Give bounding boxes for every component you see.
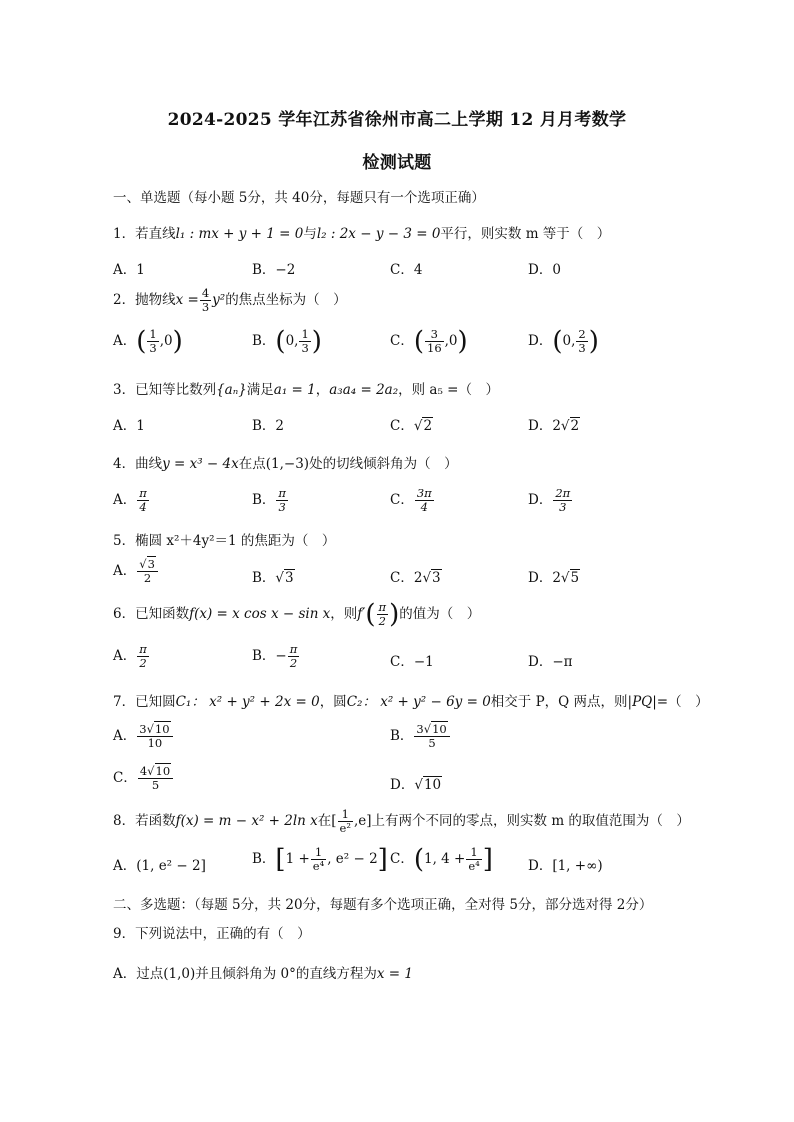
q8-b-head: 1 + [285, 851, 310, 868]
q8-d-value: [1, +∞) [552, 858, 603, 874]
q3-condition-1: a₁ = 1 [273, 382, 316, 398]
q3-tail: ，则 a₅ =（ ） [398, 382, 499, 398]
q6-frac-num: π [378, 600, 387, 614]
q7-b-radicand: 10 [432, 722, 447, 736]
q2-eq-right: y² [212, 292, 226, 309]
q4-d-num: 2π [555, 486, 571, 500]
q8-a-label: A． [113, 858, 137, 874]
q4-c-den: 4 [420, 500, 428, 515]
q5-b-radicand: 3 [285, 570, 294, 586]
q8-interval-open: [ [331, 813, 337, 830]
q6-tail: 的值为（ ） [399, 606, 481, 623]
q7-option-c: C． $\frac{4√10}{5}$ [113, 765, 174, 792]
q2-c-label: C． [390, 333, 414, 350]
q3-d-coef: 2 [552, 418, 561, 434]
q2-option-c: C．( $\frac{3}{16}$ ,0) [390, 326, 468, 357]
section-multiple-choice: 二、多选题：（每题 5分，共 20分，每题有多个选项正确，全对得 5分，部分选对得 2分） [113, 897, 653, 913]
q1-option-c: C．4 [390, 262, 423, 278]
q7-a-den: 10 [147, 736, 163, 751]
q4-a-den: 4 [139, 500, 147, 515]
q6-frac-den: 2 [378, 614, 386, 629]
q2-d-head: 0, [562, 333, 576, 350]
q2-b-num: 1 [301, 327, 309, 341]
q8-option-a [113, 854, 206, 874]
q9-option-a [113, 962, 413, 982]
q6-a-den: 2 [139, 656, 147, 671]
q4-b-den: 3 [278, 500, 286, 515]
q8-c-num: 1 [466, 846, 481, 860]
q3-prefix: 3．已知等比数列 [113, 382, 217, 398]
q4-d-den: 3 [559, 500, 567, 515]
q1-prefix: 1．若直线 [113, 226, 176, 242]
q6-a-label: A． [113, 648, 137, 665]
question-4 [113, 452, 458, 472]
q5-b-label: B． [252, 570, 276, 586]
q5-a-label: A． [113, 563, 137, 580]
q6-b-label: B． [252, 648, 276, 665]
question-5: 5．椭圆 x²＋4y²＝1 的焦距为（ ） [113, 533, 336, 549]
q7-a-coef: 3 [139, 722, 147, 736]
q8-b-num: 1 [311, 846, 326, 860]
q2-b-head: 0, [285, 333, 299, 350]
q5-a-den: 2 [143, 571, 152, 586]
q7-option-a: A． $\frac{3√10}{10}$ [113, 723, 174, 750]
q6-option-b [252, 643, 300, 670]
q2-d-num: 2 [578, 327, 586, 341]
q3-sequence: {aₙ} [216, 382, 247, 398]
q2-fraction [200, 287, 211, 314]
q7-circle-1-equation: ： x² + y² + 2x = 0 [191, 694, 320, 710]
q1-option-b: B．−2 [252, 262, 296, 278]
q5-option-a: A． $\frac{√3}{2}$ [113, 558, 159, 585]
q7-tail-2: （ ） [668, 694, 709, 710]
q4-b-num: π [278, 486, 286, 500]
question-1 [113, 222, 610, 242]
q5-c-label: C． [390, 570, 414, 586]
q2-frac-num: 4 [201, 286, 210, 300]
q8-b-tail: , e² − 2 [327, 851, 378, 868]
q4-option-d [528, 487, 573, 514]
q7-circle-1-name: C₁ [175, 694, 192, 710]
q4-option-b [252, 487, 289, 514]
q2-a-label: A． [113, 333, 137, 350]
q8-connector: 在 [317, 813, 332, 830]
q3-option-c: C．√2 [390, 418, 433, 434]
q3-d-label: D． [528, 418, 553, 434]
q8-interval-close: ,e] [353, 813, 372, 830]
q5-option-b: B．√3 [252, 570, 294, 586]
q7-option-d: D．√10 [390, 777, 442, 793]
section-single-choice: 一、单选题（每小题 5分，共 40分，每题只有一个选项正确） [113, 190, 485, 206]
q6-connector: ，则 [330, 606, 358, 623]
q7-d-label: D． [390, 777, 415, 793]
q5-d-radicand: 5 [570, 570, 580, 586]
q2-a-den: 3 [149, 341, 157, 356]
q4-option-c [390, 487, 435, 514]
q2-b-label: B． [252, 333, 276, 350]
q5-option-d: D．2√5 [528, 570, 580, 586]
q4-c-label: C． [390, 492, 414, 509]
q3-option-a: A．1 [113, 418, 145, 434]
q6-b-sign: − [275, 648, 287, 665]
q7-b-den: 5 [428, 736, 436, 751]
q8-c-head: 1, 4 + [424, 851, 466, 868]
q2-option-d: D．(0, $\frac{2}{3}$ ) [528, 326, 599, 357]
q7-option-b: B． $\frac{3√10}{5}$ [390, 723, 451, 750]
q2-frac-den: 3 [201, 300, 210, 315]
q2-a-num: 1 [149, 327, 157, 341]
q4-b-label: B． [252, 492, 276, 509]
q2-c-num: 3 [425, 328, 444, 342]
q8-interval-den: e² [339, 821, 351, 836]
q7-abs-pq: |PQ|= [627, 694, 669, 710]
question-9: 9．下列说法中，正确的有（ ） [113, 926, 311, 942]
q7-a-label: A． [113, 728, 137, 745]
q8-equation: f(x) = m − x² + 2ln x [175, 813, 318, 830]
q7-connector: ，圆 [319, 694, 347, 710]
q8-option-b: B．[1 + $\frac{1}{\text{e⁴}}$ , e² − 2] [252, 844, 388, 875]
q8-d-label: D． [528, 858, 553, 874]
q8-option-d [528, 854, 603, 874]
q6-a-num: π [139, 642, 147, 656]
q6-prefix: 6．已知函数 [113, 606, 190, 623]
q5-c-radicand: 3 [432, 570, 441, 586]
q6-derivative: f′ [357, 606, 366, 623]
q2-prefix: 2．抛物线 [113, 292, 176, 309]
q2-c-den: 16 [427, 341, 442, 356]
q5-a-radicand: 3 [147, 557, 155, 571]
q2-eq-left: x = [175, 292, 199, 309]
question-8 [113, 808, 690, 835]
q6-option-c: C．−1 [390, 654, 434, 670]
q7-circle-2-name: C₂ [346, 694, 363, 710]
q9-a-middle: 并且倾斜角为 0°的直线方程为 [195, 966, 377, 982]
q8-option-c: C．(1, 4 + $\frac{1}{\text{e⁴}}$ ] [390, 844, 493, 875]
q9-a-prefix: A．过点 [113, 966, 164, 982]
q7-c-coef: 4 [139, 764, 148, 778]
q3-c-radicand: 2 [423, 418, 433, 434]
q8-a-value: (1, e² − 2] [136, 858, 206, 874]
q9-a-equation: x = 1 [376, 966, 414, 982]
q7-circle-2-equation: ： x² + y² − 6y = 0 [362, 694, 491, 710]
q2-d-label: D． [528, 333, 553, 350]
q2-a-tail: ,0 [159, 333, 173, 350]
q7-prefix: 7．已知圆 [113, 694, 176, 710]
q8-tail: 上有两个不同的零点，则实数 m 的取值范围为（ ） [371, 813, 690, 830]
question-2 [113, 287, 347, 314]
q7-b-label: B． [390, 728, 414, 745]
q1-line1-equation: l₁ : mx + y + 1 = 0 [175, 226, 304, 242]
q8-prefix: 8．若函数 [113, 813, 176, 830]
q5-option-c: C．2√3 [390, 570, 441, 586]
q5-c-coef: 2 [413, 570, 423, 586]
q7-c-den: 5 [151, 778, 160, 793]
q2-b-den: 3 [301, 341, 309, 356]
q7-tail: 相交于 P，Q 两点，则 [490, 694, 628, 710]
question-3 [113, 378, 499, 398]
q4-equation: y = x³ − 4x [162, 456, 239, 472]
q4-a-label: A． [113, 492, 137, 509]
q2-option-a: A．( $\frac{1}{3}$ ,0) [113, 326, 183, 357]
q4-prefix: 4．曲线 [113, 456, 163, 472]
question-7 [113, 690, 709, 710]
q3-condition-2: a₃a₄ = 2a₂ [329, 382, 399, 398]
q4-option-a [113, 487, 150, 514]
q4-a-num: π [139, 486, 147, 500]
q1-line2-equation: l₂ : 2x − y − 3 = 0 [316, 226, 441, 242]
q2-c-tail: ,0 [444, 333, 458, 350]
q5-d-coef: 2 [552, 570, 561, 586]
q6-option-a [113, 643, 150, 670]
q8-b-den: e⁴ [312, 859, 325, 874]
q1-option-a: A．1 [113, 262, 145, 278]
q6-option-d: D．−π [528, 654, 573, 670]
q7-c-label: C． [113, 770, 137, 787]
q2-option-b: B．(0, $\frac{1}{3}$ ) [252, 326, 322, 357]
q3-connector: 满足 [246, 382, 274, 398]
q9-a-point: (1,0) [163, 966, 196, 982]
q8-b-label: B． [252, 851, 276, 868]
q4-c-num: 3π [416, 486, 432, 500]
page-subtitle: 检测试题 [362, 153, 432, 173]
question-6: 6．已知函数f(x) = x cos x − sin x，则f′( $\frac{\pi}{2}$ )的值为（ ） [113, 599, 481, 630]
q8-c-den: e⁴ [468, 859, 480, 874]
q7-a-radicand: 10 [154, 722, 170, 736]
q6-equation: f(x) = x cos x − sin x [189, 606, 331, 623]
q7-b-coef: 3 [416, 722, 424, 736]
q5-d-label: D． [528, 570, 553, 586]
q3-option-d: D．2√2 [528, 418, 580, 434]
q3-c-label: C． [390, 418, 414, 434]
q2-tail: 的焦点坐标为（ ） [225, 292, 347, 309]
q7-d-radicand: 10 [423, 777, 442, 793]
q6-b-den: 2 [289, 656, 298, 671]
page-title: 2024-2025 学年江苏省徐州市高二上学期 12 月月考数学 [167, 110, 627, 130]
q8-c-label: C． [390, 851, 414, 868]
q1-option-d: D．0 [528, 262, 561, 278]
q3-d-radicand: 2 [570, 418, 580, 434]
q1-tail: 平行，则实数 m 等于（ ） [440, 226, 611, 242]
q6-b-num: π [289, 642, 298, 656]
q3-option-b: B．2 [252, 418, 285, 434]
q4-d-label: D． [528, 492, 553, 509]
q4-connector: 在点 [238, 456, 266, 472]
q4-tail: 处的切线倾斜角为（ ） [309, 456, 458, 472]
q8-interval-num: 1 [338, 808, 353, 822]
q7-c-radicand: 10 [155, 764, 171, 778]
q3-comma: ， [315, 382, 330, 398]
q2-d-den: 3 [578, 341, 586, 356]
q1-connector: 与 [303, 226, 317, 242]
q4-point: (1,−3) [265, 456, 310, 472]
